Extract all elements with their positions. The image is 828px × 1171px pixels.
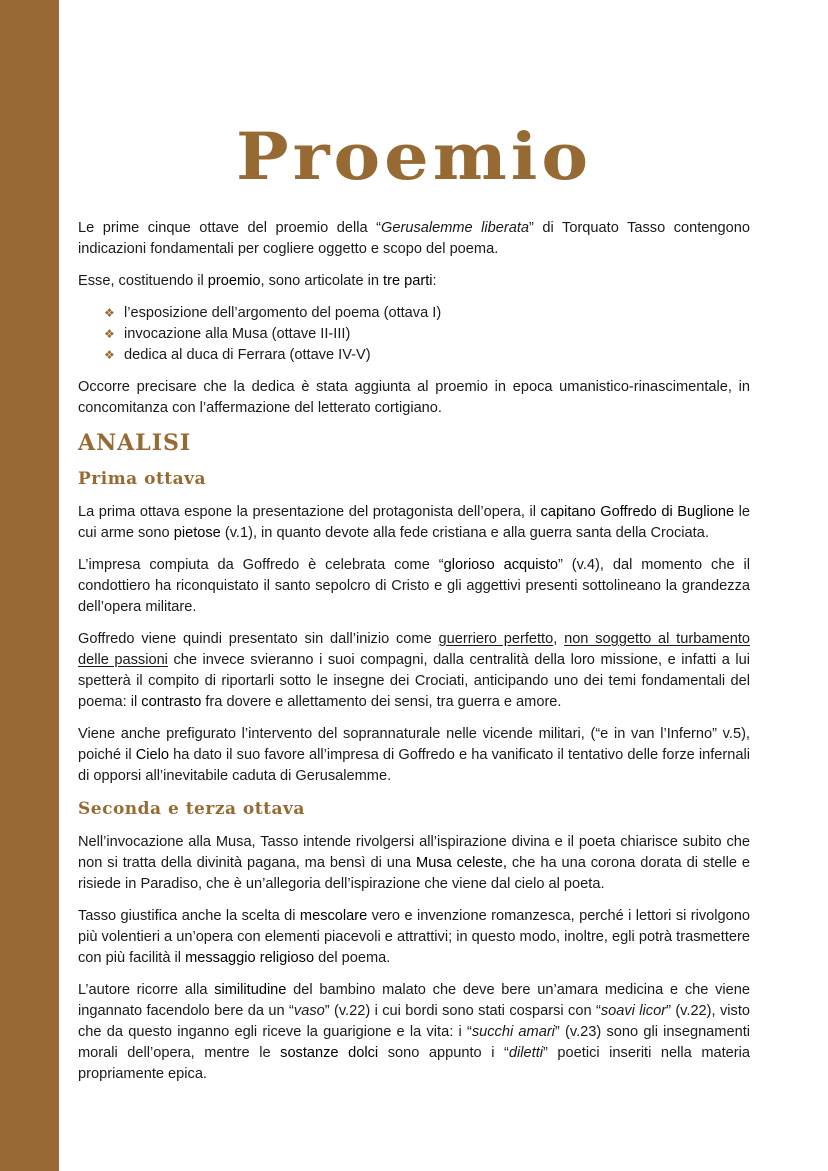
subheading-prima-ottava: Prima ottava bbox=[78, 469, 207, 489]
section-heading-analisi: ANALISI bbox=[78, 430, 192, 456]
parts-list bbox=[78, 303, 750, 366]
text-run: ” (v.23) sono gli insegnamenti morali dell’opera, mentre le bbox=[78, 1024, 750, 1061]
text-run: del poema. bbox=[314, 950, 391, 966]
prima-paragraph-4 bbox=[78, 724, 750, 787]
list-item-text: l’esposizione dell’argomento del poema (ottava I) bbox=[124, 305, 442, 321]
text-run: (v.1), in quanto devote alla fede cristiana e alla guerra santa della Crociata. bbox=[220, 525, 709, 541]
text-run: ” (v.22) i cui bordi sono stati cosparsi con “ bbox=[324, 1003, 601, 1019]
keyword: messaggio religioso bbox=[185, 950, 315, 966]
text-run: ” (v.22), visto che da questo inganno egli riceve la guarigione e la vita: i “ bbox=[78, 1003, 750, 1040]
keyword: Musa celeste, bbox=[416, 855, 507, 871]
decorative-sidebar-band bbox=[0, 0, 59, 1171]
seconda-paragraph-3 bbox=[78, 980, 750, 1085]
work-title: Gerusalemme liberata bbox=[381, 220, 530, 236]
text-run: ha dato il suo favore all’impresa di Goffredo e ha vanificato il tentativo delle forze infernali di opporsi all’inevitabile caduta di Gerusalemme. bbox=[78, 747, 750, 784]
quoted-term: soavi licor bbox=[600, 1003, 667, 1019]
quoted-term: diletti bbox=[508, 1045, 543, 1061]
keyword: contrasto bbox=[141, 694, 202, 710]
text-run: : bbox=[432, 273, 437, 289]
list-item bbox=[104, 303, 750, 324]
list-item-text: invocazione alla Musa (ottave II-III) bbox=[124, 326, 351, 342]
text-run: sono appunto i “ bbox=[378, 1045, 509, 1061]
keyword: capitano Goffredo di Buglione bbox=[540, 504, 735, 520]
list-item-text: dedica al duca di Ferrara (ottave IV-V) bbox=[124, 347, 371, 363]
text-run: Nell’invocazione alla Musa, Tasso intende rivolgersi all’ispirazione divina e il poeta chiarisce subito che non si tratta della divinità pagana, ma bensì di una bbox=[78, 834, 750, 871]
keyword: sostanze dolci bbox=[280, 1045, 379, 1061]
keyword: mescolare bbox=[299, 908, 368, 924]
prima-paragraph-3 bbox=[78, 629, 750, 713]
text-run: fra dovere e allettamento dei sensi, tra guerra e amore. bbox=[201, 694, 562, 710]
text-run: che invece svieranno i suoi compagni, dalla centralità della loro missione, e infatti a lui spetterà il compito di riportarli sotto le insegne dei Crociati, anticipando uno dei temi fondamentali del poema: il bbox=[78, 652, 750, 710]
keyword: tre parti bbox=[383, 273, 433, 289]
intro-paragraph-2 bbox=[78, 271, 750, 292]
text-run: ” (v.4), dal momento che il condottiero ha riconquistato il santo sepolcro di Cristo e gli aggettivi presenti sottolineano la grandezza dell’opera militare. bbox=[78, 557, 750, 615]
text-run: , bbox=[553, 631, 565, 647]
prima-paragraph-1 bbox=[78, 502, 750, 544]
intro-paragraph-1 bbox=[78, 218, 750, 260]
text-run: Le prime cinque ottave del proemio della “ bbox=[78, 220, 381, 236]
list-item bbox=[104, 324, 750, 345]
text-run: le cui arme sono bbox=[78, 504, 750, 541]
text-run: La prima ottava espone la presentazione del protagonista dell’opera, il bbox=[78, 504, 541, 520]
underlined-phrase: non soggetto al turbamento delle passioni bbox=[78, 631, 751, 668]
diamond-bullet-icon: ❖ bbox=[104, 306, 115, 320]
text-run: , sono articolate in bbox=[260, 273, 384, 289]
page-title: Proemio bbox=[235, 118, 593, 195]
quoted-term: succhi amari bbox=[471, 1024, 555, 1040]
list-item bbox=[104, 345, 750, 366]
intro-paragraph-3: Occorre precisare che la dedica è stata aggiunta al proemio in epoca umanistico-rinascimentale, in concomitanza con l’affermazione del letterato cortigiano. bbox=[78, 379, 750, 416]
keyword: similitudine bbox=[214, 982, 287, 998]
text-run: Tasso giustifica anche la scelta di bbox=[78, 908, 300, 924]
text-run: Viene anche prefigurato l’intervento del soprannaturale nelle vicende militari, (“e in van l’Inferno” v.5), poiché il bbox=[78, 726, 750, 763]
text-run: L’impresa compiuta da Goffredo è celebrata come “ bbox=[78, 557, 444, 573]
diamond-bullet-icon: ❖ bbox=[104, 327, 115, 341]
text-run: che ha una corona dorata di stelle e risiede in Paradiso, che è un’allegoria dell’ispirazione che viene dal cielo al poeta. bbox=[78, 855, 750, 892]
keyword: pietose bbox=[173, 525, 221, 541]
keyword: glorioso acquisto bbox=[443, 557, 558, 573]
keyword: proemio bbox=[207, 273, 261, 289]
text-run: vero e invenzione romanzesca, perché i lettori si rivolgono più volentieri a un’opera con elementi piacevoli e attrattivi; in questo modo, inoltre, egli potrà trasmettere con più facilità il bbox=[78, 908, 750, 966]
text-run: L’autore ricorre alla bbox=[78, 982, 215, 998]
text-run: ” di Torquato Tasso contengono indicazioni fondamentali per cogliere oggetto e scopo del poema. bbox=[78, 220, 750, 257]
underlined-phrase: guerriero perfetto bbox=[438, 631, 554, 647]
prima-paragraph-2 bbox=[78, 555, 750, 618]
seconda-paragraph-1 bbox=[78, 832, 750, 895]
quoted-term: vaso bbox=[293, 1003, 325, 1019]
seconda-paragraph-2 bbox=[78, 906, 750, 969]
diamond-bullet-icon: ❖ bbox=[104, 348, 115, 362]
subheading-seconda-terza-ottava: Seconda e terza ottava bbox=[78, 799, 305, 819]
text-run: del bambino malato che deve bere un’amara medicina e che viene ingannato facendolo bere da un “ bbox=[78, 982, 750, 1019]
text-run: Esse, costituendo il bbox=[78, 273, 208, 289]
document-body bbox=[78, 218, 750, 1096]
keyword: Cielo bbox=[135, 747, 170, 763]
text-run: ” poetici inseriti nella materia propriamente epica. bbox=[78, 1045, 750, 1082]
text-run: Goffredo viene quindi presentato sin dall’inizio come bbox=[78, 631, 439, 647]
